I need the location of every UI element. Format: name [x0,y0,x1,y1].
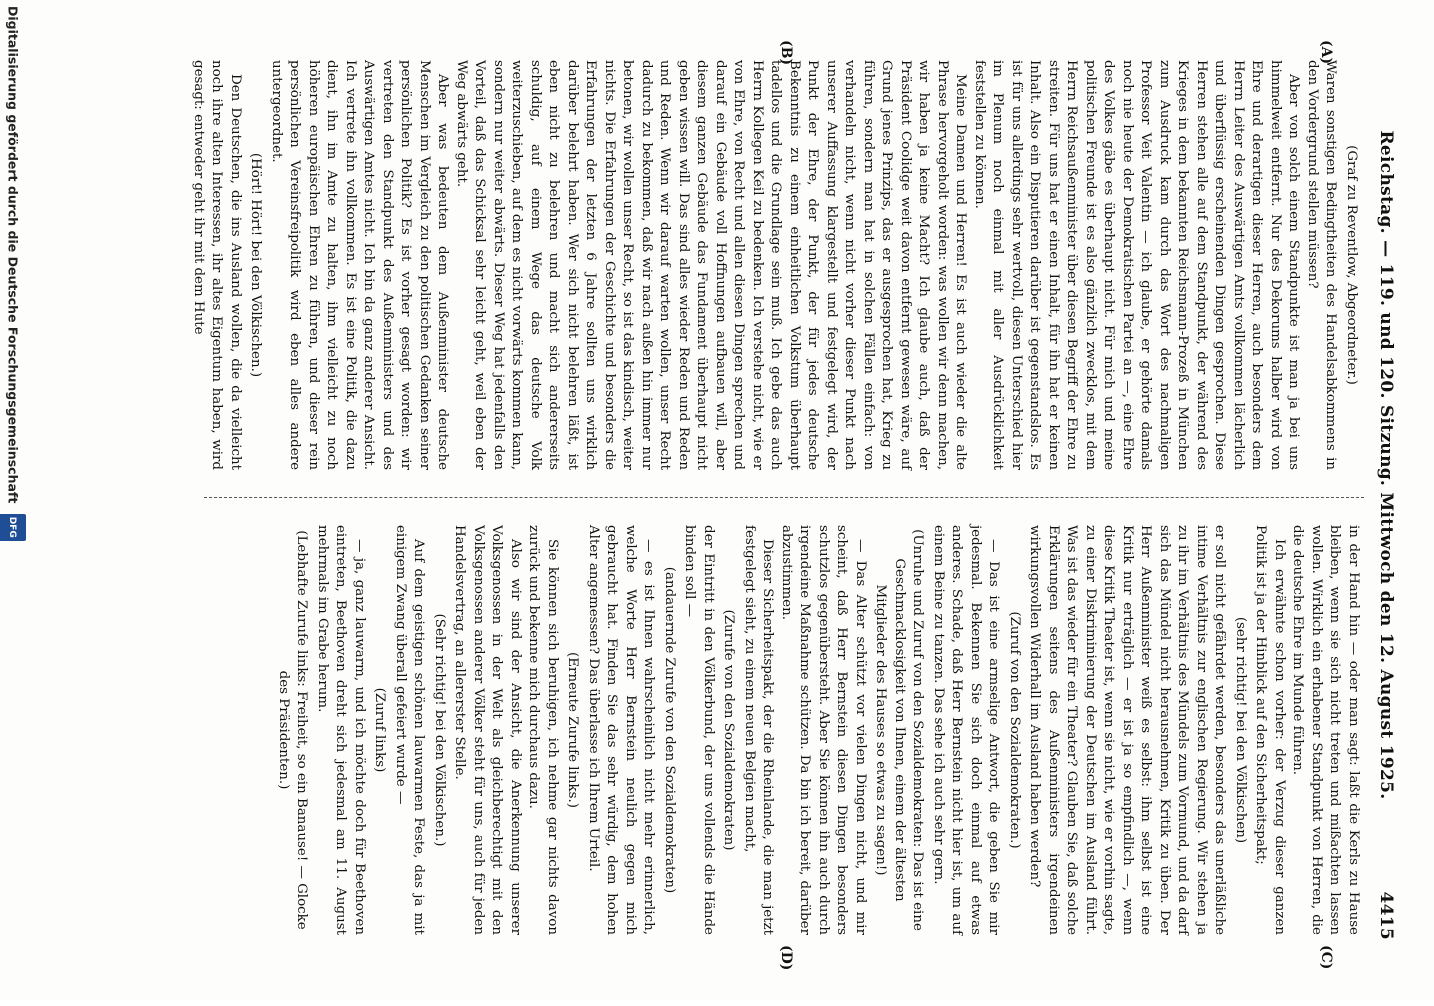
credit-text: Digitalisierung gefördert durch die Deutsche Forschungsgemeinschaft [5,6,21,504]
margin-letter-d: (D) [778,945,794,971]
margin-letter-c: (C) [1318,945,1334,970]
paragraph: — ja, ganz lauwarm, und ich möchte doch für Beethoven eintreten, Beethoven dreht sich jedesmal am 11. August mehrmals im Grabe herum. [315,525,367,935]
paragraph: Aber was bedeuten dem Außenminister deutsche Menschen im Vergleich zu den politischen Gedanken seiner persönlichen Politik? Es ist vorher gesagt worden: wir vertreten den Standpunkt des Außenministers und des Auswärtigen Amtes nicht. Ich bin da ganz anderer Ansicht. Ich vertrete ihn vollkommen. Es ist eine Politik, die dazu dient, ihn im Amte zu halten, ihm vielleicht zu noch höheren europäischen Ehren zu führen, und dieser rein persönlichen Vereinsfreipolitik wird eben alles andere untergeordnet. [269,60,451,470]
interjection: (Lebhafte Zurufe links: Freiheit, so ein Banause! — Glocke des Präsidenten.) [276,530,310,930]
paragraph: Aber von solch einem Standpunkte ist man ja bei uns himmelweit entfernt. Nur des Dekorums halber wird von Ehre und derartigen dieser Herren, auch besonders dem Herrn Leiter des Auswärtigen Amts vollkommen lächerlich und überflüssig erscheinenden Dingen gesprochen. Diese Herren stehen alle auf dem Standpunkt, der während des Krieges in dem bekannten Reichsmann-Prozeß in München zum Ausdruck kam durch das Wort des nachmaligen Professor Veit Valentin — ich glaube, er gehörte damals noch nie heute der Demokratischen Partei an —, eine Ehre des Volkes gäbe es überhaupt nicht. Für mich und meine politischen Freunde ist es also gänzlich zwecklos, mit dem Herrn Reichsaußenminister über diesen Begriff der Ehre zu streiten. Für uns hat er einen Inhalt, für ihn hat er keinen Inhalt. Also ein Disputieren darüber ist gegenstandslos. Es ist für uns allerdings sehr wertvoll, diesen Unterschied hier im Plenum noch einmal mit aller Ausdrücklichkeit feststellen zu können. [972,60,1302,470]
interjection: (Zurufe von den Sozialdemokraten) [721,609,737,851]
speaker-line: (Graf zu Reventlow, Abgeordneter.) [1344,145,1359,385]
paragraph: Dieser Sicherheitspakt, der die Rheinlande, die man jetzt festgelegt sieht, zu einem neuen Belgien macht, [742,525,776,935]
paragraph: Auf dem geistigen schönen lauwarmen Feste, das ja mit einigem Zwang überall gefeiert wurde — [393,525,427,935]
paragraph: Den Deutschen, die ins Ausland wollen, die da vielleicht noch ihre alten Interessen, ihr altes Eigentum haben, wird gesagt: entweder geht ihr mit dem Hute [191,60,243,470]
dfg-logo: DFG [0,514,26,541]
paragraph: der Eintritt in den Völkerbund, der uns vollends die Hände binden soll — [682,525,716,935]
paragraph: Ich erwähnte schon vorher: der Verzug dieser ganzen Politik ist ja der Hinblick auf den Sicherheitspakt; [1253,525,1287,935]
paragraph: — Das Alter schützt vor vielen Dingen nicht, und mir scheint, daß Herr Bernstein diesen Dingen besonders schutzlos gegenübersteht. Aber Sie können ihn auch durch irgendeine Maßnahme schützen. Da bin ich bereit, darüber abzustimmen. [779,525,868,935]
paragraph: Meine Damen und Herren! Es ist auch wieder die alte Phrase hervorgeholt worden: was wollen wir denn machen, wir haben ja keine Macht? Ich glaube auch, daß der Präsident Coolidge weit davon entfernt gewesen wäre, auf Grund jenes Prinzips, das er ausgesprochen hat, Krieg zu führen, sondern man hat in solchen Fällen einfach: von verhandeln nicht, wenn nicht vorher dieser Punkt nach unserer Auffassung klargestellt und festgelegt wird, der Punkt der Ehre, der Punkt, der für jedes deutsche Bekenntnis zu einem einheitlichen Volkstum überhaupt tadellos und die Grundlage sein muß. Ich gebe das auch Herrn Kollegen Keil zu bedenken. Ich verstehe nicht, wie er von Ehre, von Recht und allen diesen Dingen sprechen und darauf ein Gebäude voll Hoffnungen aufbauen will, aber diesem ganzen Gebäude das Fundament überhaupt nicht geben wissen will. Das sind alles wieder Reden und Reden und Reden. Wenn wir darauf warten wollen, unser Recht dadurch zu bekommen, daß wir nach außen hin immer nur betonen, wir wollen unser Recht, so ist das kindisch, weiter nichts. Die Erfahrungen der Geschichte und besonders die Erfahrungen der letzten 6 Jahre sollten uns wirklich darüber belehrt haben. Wer sich nicht belehren läßt, ist eben nicht zu belehren und macht sich andererseits schuldig, auf einem Wege das deutsche Volk weiterzuschieben, auf dem es nicht vorwärts kommen kann, sondern nur weiter abwärts. Dieser Weg hat jedenfalls den Vorteil, daß das Schicksal sehr leicht geht, weil eben der Weg abwärts geht. [454,60,969,470]
interjection: (Unruhe und Zuruf von den Sozialdemokraten: Das ist eine Geschmacklosigkeit von Ihnen, einem der ältesten Mitglieder des Hauses so etwas zu sagen!) [873,529,926,931]
margin-letter-a: (A) [1318,40,1334,65]
interjection: (Zuruf von den Sozialdemokraten.) [1007,611,1022,849]
left-column [189,60,1363,470]
margin-letter-b: (B) [778,40,794,66]
interjection: (Erneute Zurufe links.) [565,652,581,808]
page-number: 4415 [1376,891,1396,940]
interjection: (Sehr richtig! bei den Völkischen.) [432,613,447,847]
digitization-credit [0,0,26,1006]
paragraph: Waren sonstigen Bedingtheiten des Handelsabkommens in den Vordergrund stellen müssen? [1305,60,1339,470]
interjection: (sehr richtig! bei den Völkischen) [1233,616,1248,844]
page-header [1370,60,1396,940]
interjection: (Hört! Hört! bei den Völkischen.) [248,152,264,378]
paragraph: er soll nicht gefährdet werden, besonders das unerläßliche intime Verhältnis zur englischen Regierung. Wir stehen ja zu ihr im Verhältnis des Mündels zum Vormund, und da darf sich das Mündel nicht herausnehmen, Kritik zu üben. Der Herr Außenminister weiß es selbst: ihm selbst ist eine Kritik nur erträglich — er ist ja so empfindlich —, wenn diese Kritik Theater ist, wenn sie nicht, wie er vorhin sagte, zu einer Diskriminierung der Deutschen im Ausland führt. Was ist das wieder für ein Theater? Glauben Sie, daß solche Erklärungen seitens des Außenministers irgendeinen wirkungsvollen Widerhall im Ausland haben werden? [1027,525,1228,935]
header-title: Reichstag. — 119. und 120. Sitzung. Mittwoch den 12. August 1925. [1376,130,1396,800]
paragraph: — Das ist eine armselige Antwort, die geben Sie mir jedesmal. Bekennen Sie sich doch einmal auf etwas anderes. Schade, daß Herr Bernstein nicht hier ist, um auf einem Beine zu tanzen. Das sehe ich auch sehr gern. [931,525,1002,935]
interjection: (Zuruf links) [372,687,388,773]
paragraph: Sie können sich beruhigen, ich nehme gar nichts davon zurück und bekenne mich durchaus dazu. [526,525,560,935]
right-column [272,525,1363,935]
paragraph: Also wir sind der Ansicht, die Anerkennung unserer Volksgenossen in der Welt als gleichberechtigt mit den Volksgenossen anderer Völker steht für uns, auch für jeden Handelsvertrag, an allererster Stelle. [452,525,523,935]
paragraph: in der Hand hin — oder man sagt: laßt die Kerls zu Hause bleiben, wenn sie sich nicht treten und mißachten lassen wollen. Wirklich ein erhabener Standpunkt von Herren, die die deutsche Ehre im Munde führen. [1290,525,1361,935]
column-divider [204,497,1364,499]
interjection: (andauernde Zurufe von den Sozialdemokraten) [662,566,677,894]
paragraph: — es ist Ihnen wahrscheinlich nicht mehr erinnerlich, welche Worte Herr Bernstein neulich gegen mich gebraucht hat. Finden Sie das sehr würdig, dem hohen Alter angemessen? Das überlasse ich Ihrem Urteil. [586,525,657,935]
